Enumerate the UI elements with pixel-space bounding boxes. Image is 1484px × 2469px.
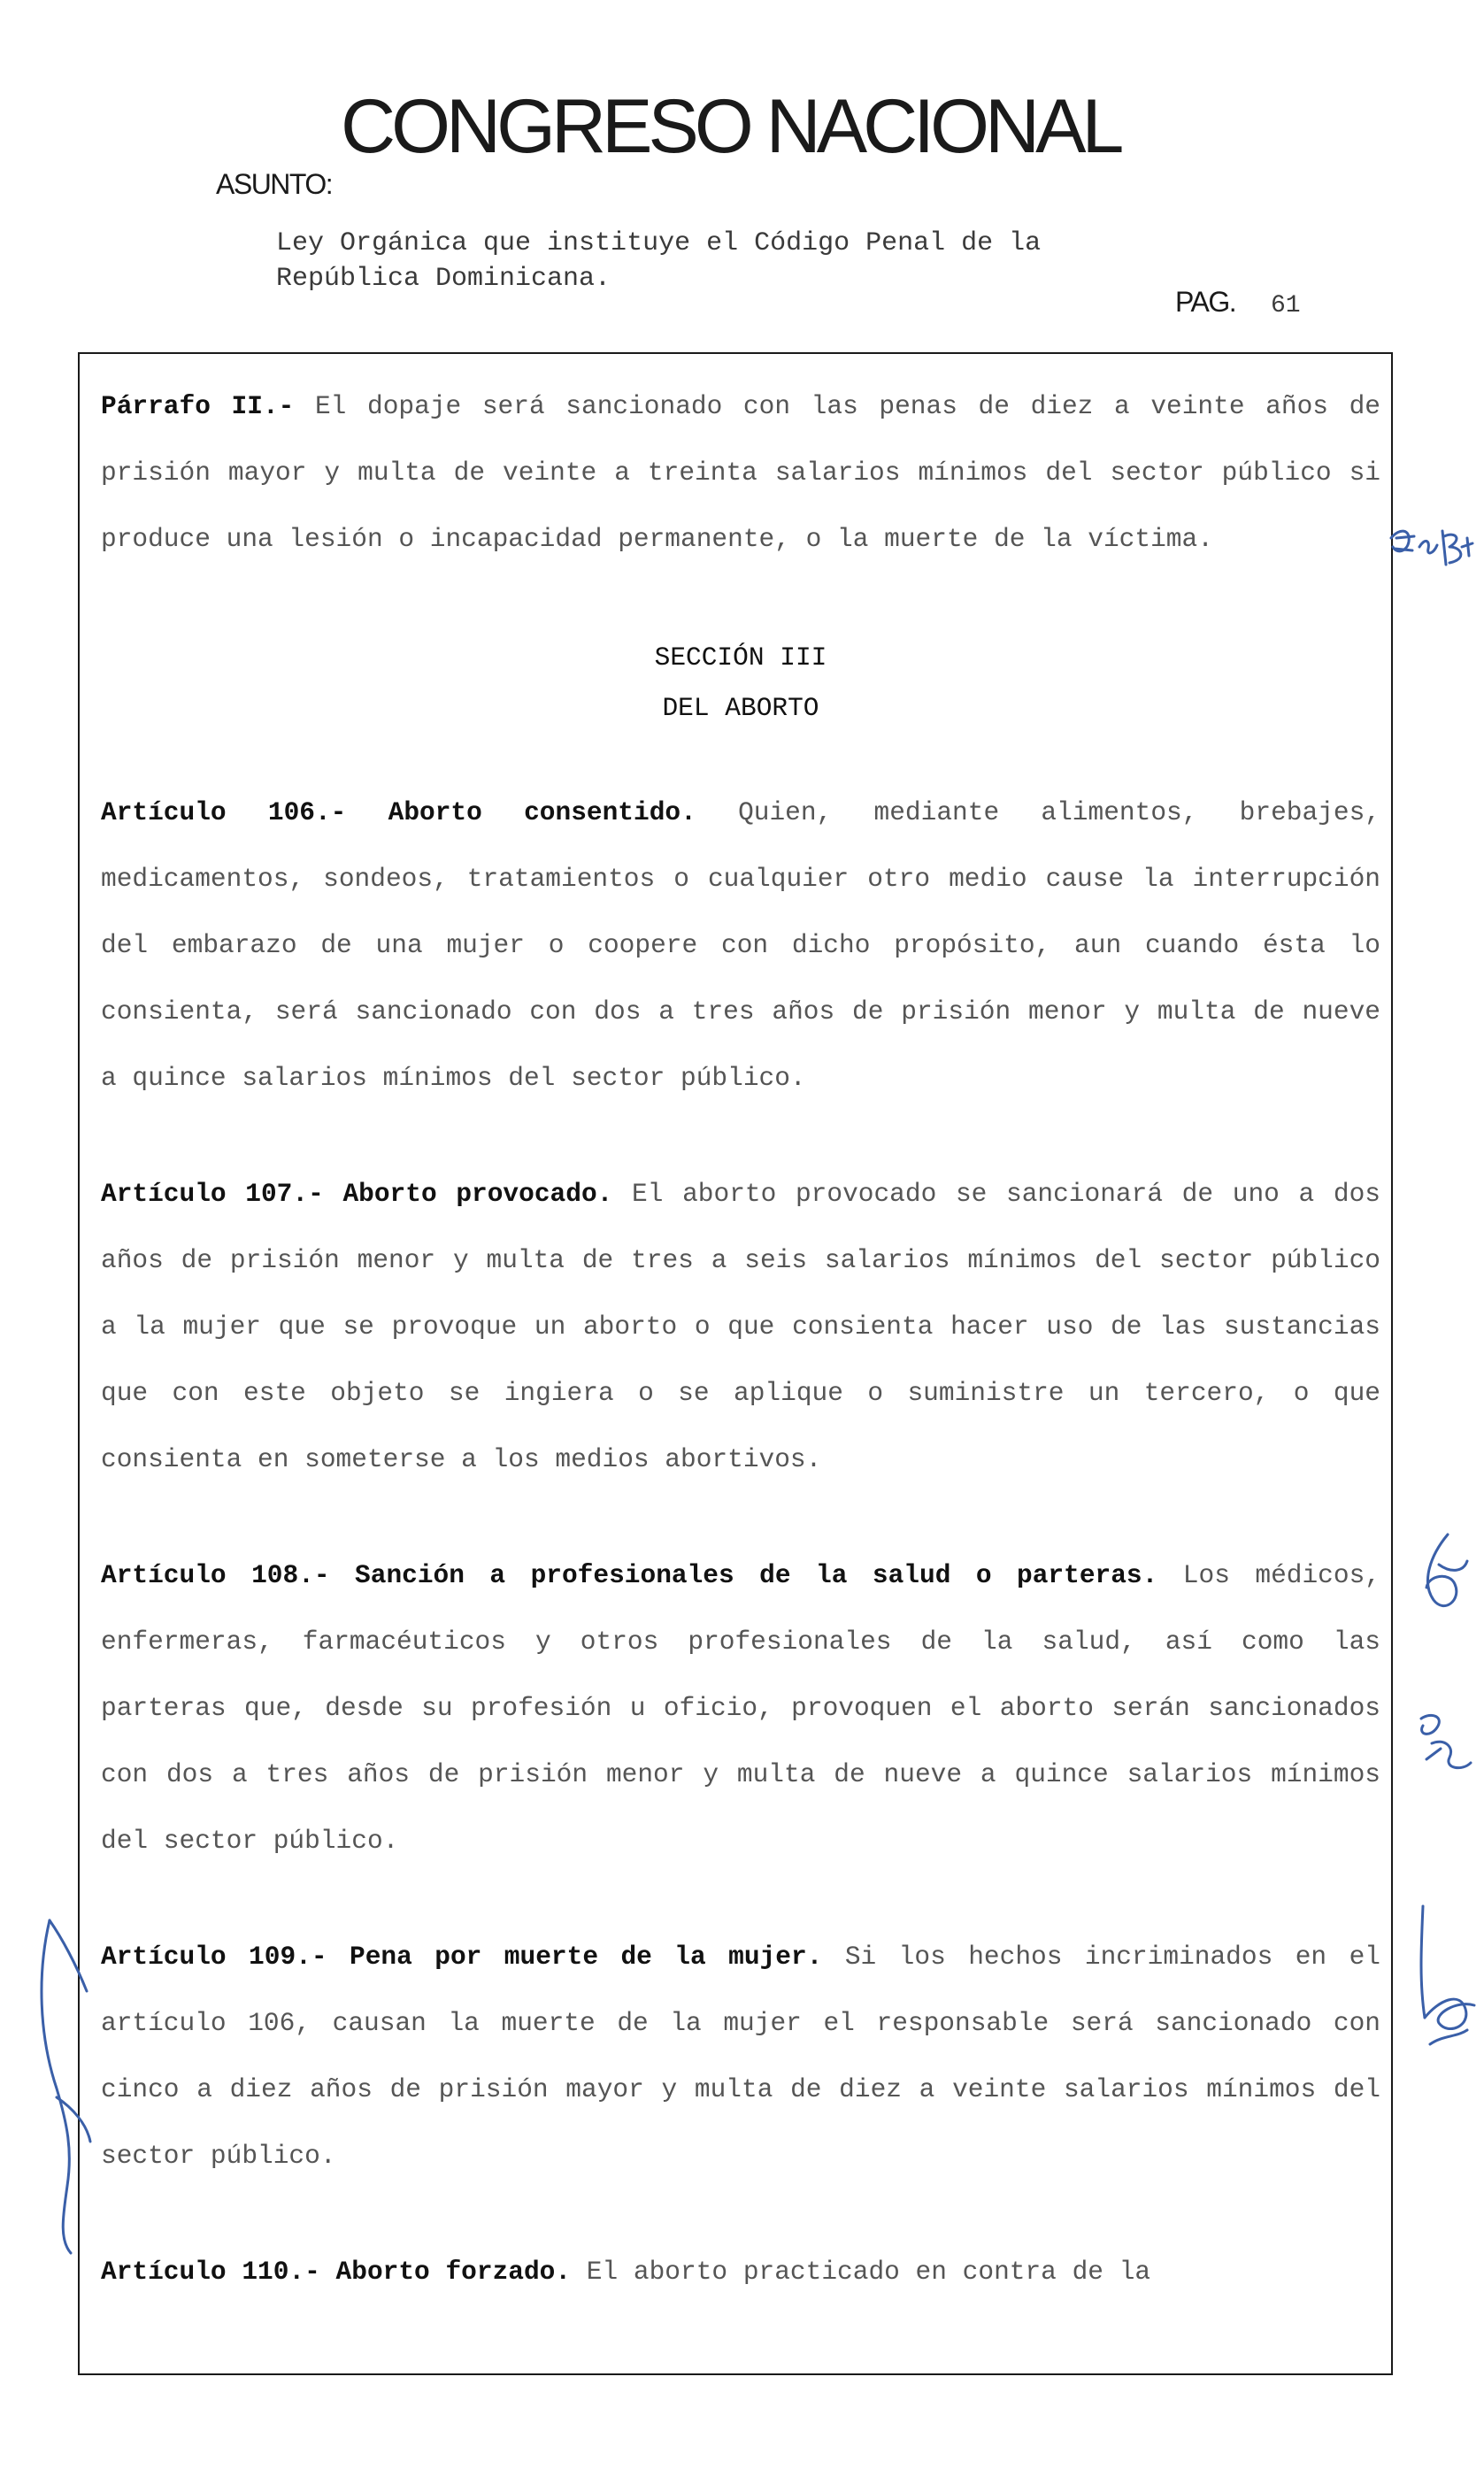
article-110-label: Artículo 110.- Aborto forzado. <box>101 2257 572 2287</box>
article-109-label: Artículo 109.- Pena por muerte de la mujer. <box>101 1942 823 1972</box>
article-108-text: Los médicos, enfermeras, farmacéuticos y otros profesionales de la salud, así como las parteras que, desde su profesión u oficio, provoquen el aborto serán sancionados con dos a tres años de prisión menor y multa de nueve a quince salarios mínimos del sector público. <box>101 1560 1380 1856</box>
handwritten-initials-3 <box>1414 1708 1476 1779</box>
subject-line-2: República Dominicana. <box>276 264 611 294</box>
section-heading-block <box>101 633 1380 734</box>
handwritten-flourish-left <box>32 1903 103 2257</box>
article-106 <box>101 780 1380 1111</box>
paragraph-ii-text: El dopaje será sancionado con las penas de diez a veinte años de prisión mayor y multa de veinte a treinta salarios mínimos del sector público si produce una lesión o incapacidad permanente, o la muerte de la víctima. <box>101 391 1381 554</box>
handwritten-initials-2 <box>1412 1529 1474 1618</box>
article-108 <box>101 1542 1380 1874</box>
article-109-text: Si los hechos incriminados en el artículo 106, causan la muerte de la mujer el responsable será sancionado con cinco a diez años de prisión mayor y multa de diez a veinte salarios mínimos del sector público. <box>101 1942 1380 2171</box>
article-109 <box>101 1924 1380 2189</box>
letterhead-title: CONGRESO NACIONAL <box>341 84 1120 169</box>
asunto-label: ASUNTO: <box>216 168 333 200</box>
page-label: PAG. <box>1175 286 1236 318</box>
article-106-text: Quien, mediante alimentos, brebajes, medicamentos, sondeos, tratamientos o cualquier otro medio cause la interrupción del embarazo de una mujer o coopere con dicho propósito, aun cuando ésta lo consienta, será sancionado con dos a tres años de prisión menor y multa de nueve a quince salarios mínimos del sector público. <box>101 797 1380 1093</box>
handwritten-initials-top <box>1388 511 1476 582</box>
article-106-label: Artículo 106.- Aborto consentido. <box>101 797 696 827</box>
article-110-text: El aborto practicado en contra de la <box>571 2257 1151 2287</box>
article-107-text: El aborto provocado se sancionará de uno a dos años de prisión menor y multa de tres a seis salarios mínimos del sector público a la mujer que se provoque un aborto o que consienta hacer uso de las sustancias que con este objeto se ingiera o se aplique o suministre un tercero, o que consienta en someterse a los medios abortivos. <box>101 1179 1380 1474</box>
document-body <box>101 373 1380 2355</box>
section-title: SECCIÓN III <box>654 642 827 673</box>
page-number: 61 <box>1271 292 1301 319</box>
article-107-label: Artículo 107.- Aborto provocado. <box>101 1179 613 1209</box>
subject-line-1: Ley Orgánica que instituye el Código Penal de la <box>276 228 1042 258</box>
section-subtitle: DEL ABORTO <box>662 693 819 723</box>
paragraph-ii-label: Párrafo II.- <box>101 391 295 421</box>
article-107 <box>101 1161 1380 1493</box>
paragraph-ii <box>101 373 1380 573</box>
article-108-label: Artículo 108.- Sanción a profesionales de la salud o parteras. <box>101 1560 1158 1590</box>
handwritten-signature-right <box>1412 1903 1480 2062</box>
subject-text <box>276 226 1249 296</box>
article-110 <box>101 2239 1380 2305</box>
